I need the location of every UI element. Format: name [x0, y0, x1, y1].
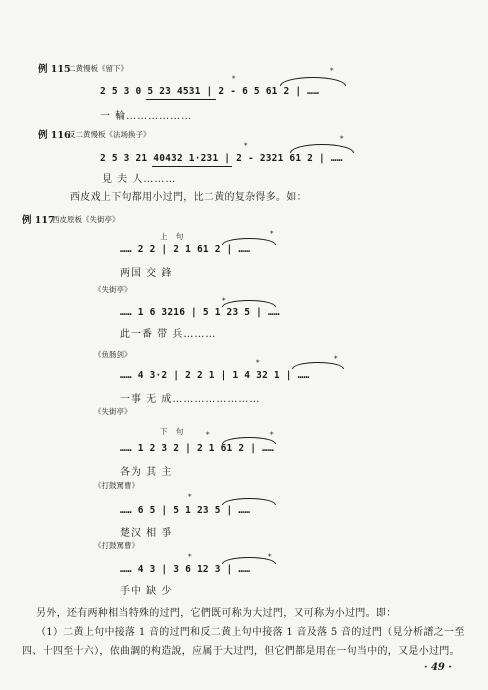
line-5-lyrics: 楚汉 相 爭: [120, 528, 173, 539]
underline: [146, 99, 216, 100]
example-116-lyrics: 見 夫 人………: [102, 174, 177, 185]
example-115-lyrics: 一 輪………………: [100, 111, 193, 122]
accent-mark: *: [232, 75, 236, 83]
example-115-title: 二黄慢板《留下》: [68, 64, 128, 73]
line-3-source: 《鱼肠剑》: [94, 350, 132, 359]
slur: [280, 77, 346, 86]
accent-mark: *: [206, 431, 210, 439]
line-2-lyrics: 此一番 带 兵………: [120, 329, 217, 340]
accent-mark: *: [330, 67, 334, 75]
line-6-notation: …… 4 3 | 3 6 12 3 | ……: [120, 564, 251, 575]
accent-mark: *: [222, 297, 226, 305]
accent-mark: *: [188, 493, 192, 501]
slur: [290, 144, 354, 153]
line-5-notation: …… 6 5 | 5 1 23 5 | ……: [120, 505, 251, 516]
slur: [292, 362, 344, 369]
accent-mark: *: [270, 230, 274, 238]
accent-mark: *: [268, 553, 272, 561]
paragraph-3-line-2: 四、十四至十六），依曲調的构造說，应属于大过門，但它們都是用在一句当中的，又是小过門。: [22, 646, 460, 657]
line-4-source: 《失街亭》: [94, 407, 132, 416]
accent-mark: *: [256, 359, 260, 367]
line-2-notation: …… 1 6 3216 | 5 1 23 5 | ……: [120, 307, 280, 318]
example-116-notation: 2 5 3 21 40432 1·231 | 2 - 2321 61 2 | ……: [100, 153, 343, 164]
accent-mark: *: [188, 553, 192, 561]
slur: [222, 297, 276, 307]
example-117-label: 例 117: [22, 215, 55, 226]
example-117-title: 西皮原板《失街亭》: [52, 215, 120, 224]
line-6-lyrics: 手中 缺 少: [120, 586, 173, 597]
line-5-source: 《打鼓罵曹》: [94, 481, 139, 490]
line-3-notation: …… 4 3·2 | 2 2 1 | 1 4 32 1 | ……: [120, 370, 310, 381]
underline: [152, 166, 232, 167]
slur: [222, 437, 276, 444]
page-number: · 49 ·: [424, 662, 452, 673]
line-4-notation: …… 1 2 3 2 | 2 1 61 2 | ……: [120, 443, 274, 454]
accent-mark: *: [244, 142, 248, 150]
slur: [222, 238, 276, 245]
line-2-source: 《失街亭》: [94, 285, 132, 294]
line-3-lyrics: 一事 无 成……………………: [120, 394, 261, 405]
section-label-upper: 上 句: [160, 232, 187, 241]
accent-mark: *: [270, 431, 274, 439]
example-115-label: 例 115: [38, 64, 71, 75]
line-1-notation: …… 2 2 | 2 1 61 2 | ……: [120, 244, 251, 255]
accent-mark: *: [334, 355, 338, 363]
example-115-notation: 2 5 3 0 5 23 4531 | 2 - 6 5 61 2 | ……: [100, 86, 320, 97]
paragraph-1: 西皮戏上下句都用小过門，比二黄的复杂得多。如：: [70, 192, 307, 203]
accent-mark: *: [340, 135, 344, 143]
line-4-lyrics: 各为 其 主: [120, 467, 173, 478]
example-116-title: 反二黄慢板《法场换子》: [68, 130, 151, 139]
paragraph-3-line-1: （1）二黄上句中接落 1 音的过門和反二黄上句中接落 1 音及落 5 音的过門（見分析譜之一至: [36, 627, 465, 638]
slur: [222, 498, 276, 505]
line-6-source: 《打鼓罵曹》: [94, 541, 139, 550]
paragraph-2: 另外，还有两种相当特殊的过門，它們既可称为大过門，又可称为小过門。即：: [36, 608, 397, 619]
section-label-lower: 下 句: [160, 427, 187, 436]
example-116-label: 例 116: [38, 130, 71, 141]
line-1-lyrics: 两国 交 鋒: [120, 268, 173, 279]
